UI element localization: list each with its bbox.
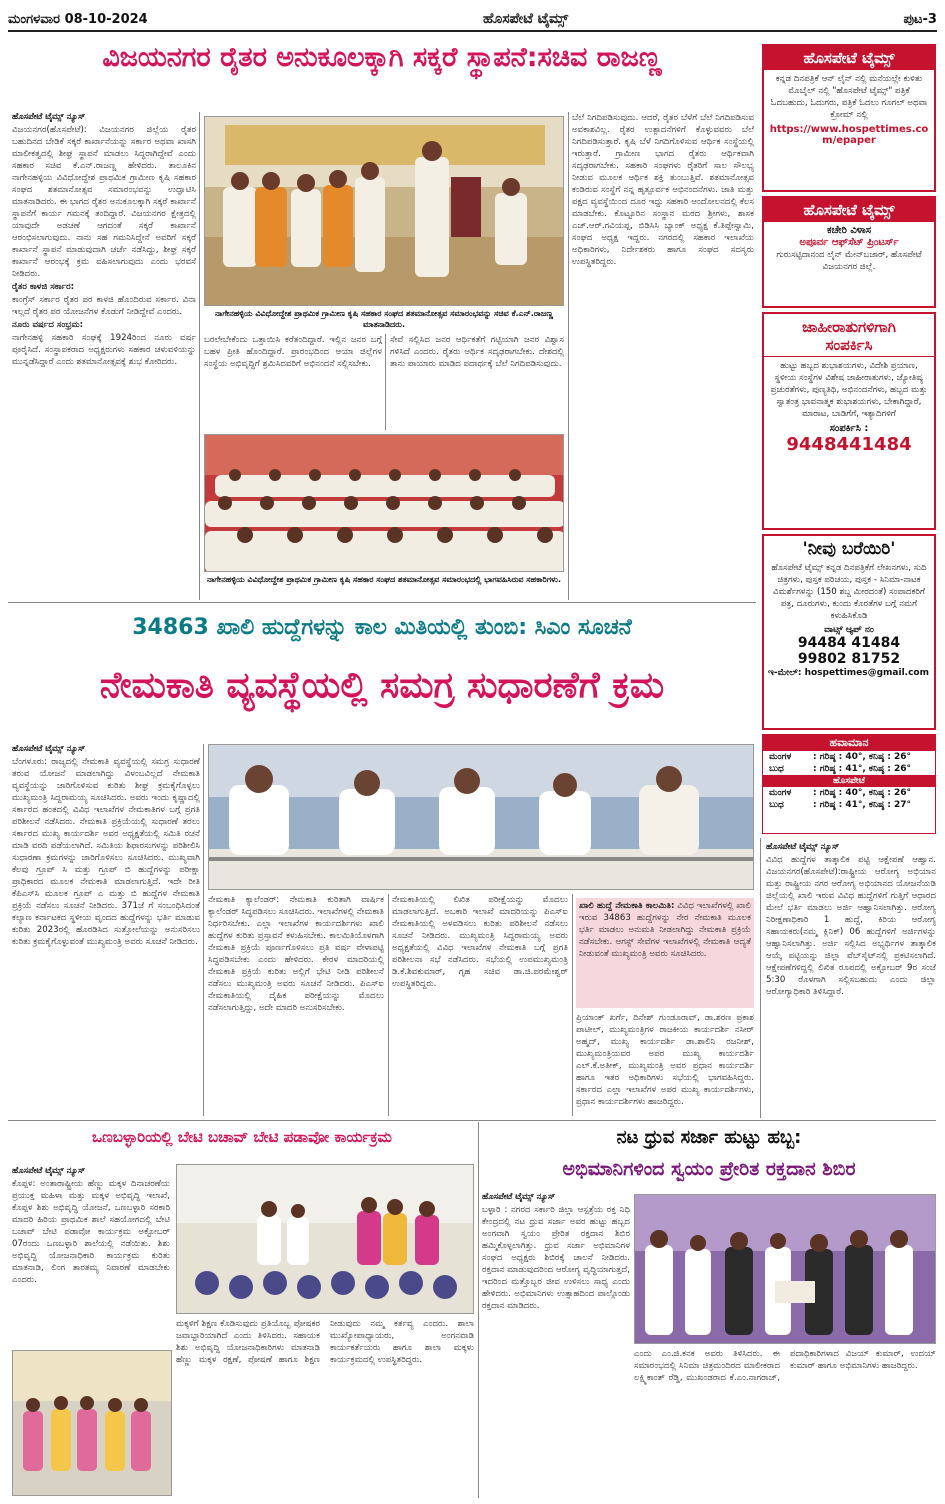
sidebar-weather-rows bbox=[763, 751, 935, 775]
story5-col1 bbox=[482, 1192, 630, 1496]
sidebar-write-phone-1[interactable]: 94484 41484 bbox=[797, 635, 901, 651]
story4-photo-group bbox=[12, 1350, 172, 1496]
story5-headline: ಅಭಿಮಾನಿಗಳಿಂದ ಸ್ವಯಂ ಪ್ರೇರಿತ ರಕ್ತದಾನ ಶಿಬಿರ bbox=[562, 1158, 856, 1180]
story3-text: ವಿವಿಧ ಹುದ್ದೆಗಳ ತಾತ್ಕಾಲಿಕ ಪಟ್ಟಿ ಆಕ್ಷೇಪಣೆ ಆಹ್ವಾನ. ವಿಜಯನಗರ(ಹೊಸಪೇಟೆ):ರಾಷ್ಟ್ರೀಯ ಆರೋಗ್ಯ ಅಭಿಯಾನ ಮತ್ತು ರಾಷ್ಟ್ರೀಯ ನಗರ ಆರೋಗ್ಯ ಅಭಿಯಾನದ ಯೋಜನೆಯಡಿ ಜಿಲ್ಲೆಯಲ್ಲಿ ಖಾಲಿ ಇರುವ ವಿವಿಧ ಹುದ್ದೆಗಳಿಗೆ ಗುತ್ತಿಗೆ ಆಧಾರದ ಮೇಲೆ ಭರ್ತಿ ಮಾಡಲು ಅರ್ಜಿ ಆಹ್ವಾನಿಸಲಾಗಿತ್ತು. ಆರೋಗ್ಯ ನಿರೀಕ್ಷಣಾಧಿಕಾರಿ 1 ಹುದ್ದೆ, ಕಿರಿಯ ಆರೋಗ್ಯ ಸಹಾಯಕರು(ನಮ್ಮ ಕ್ಲಿನಿಕ್) 06 ಹುದ್ದೆಗಳಿಗೆ ಅರ್ಜಿಗಳನ್ನು ಆಹ್ವಾನಿಸಲಾಗಿತ್ತು. ಅರ್ಜಿ ಸಲ್ಲಿಸಿದ ಅಭ್ಯರ್ಥಿಗಳ ತಾತ್ಕಾಲಿಕ ಆಯ್ಕೆ ಪಟ್ಟಿಯನ್ನು ಜಿಲ್ಲಾ ವೆಬ್‌ಸೈಟ್‌ನಲ್ಲಿ ಪ್ರಕಟಿಸಲಾಗಿದೆ. ಆಕ್ಷೇಪಣೆಗಳಿದ್ದಲ್ಲಿ ಲಿಖಿತ ರೂಪದಲ್ಲಿ ಅಕ್ಟೋಬರ್ 9ರ ಸಂಜೆ 5:30 ರೊಳಗಾಗಿ ಸಲ್ಲಿಸಬಹುದು ಎಂದು ಜಿಲ್ಲಾ ಆರೋಗ್ಯಾಧಿಕಾರಿ ತಿಳಿಸಿದ್ದಾರೆ. bbox=[766, 855, 936, 997]
sidebar-email-label: ಇ-ಮೇಲ್: bbox=[768, 668, 802, 678]
story5-col1-text: ಬಳ್ಳಾರಿ : ನಗರದ ಸರ್ಕಾರಿ ಜಿಲ್ಲಾ ಆಸ್ಪತ್ರೆಯ ರಕ್ತ ನಿಧಿ ಕೇಂದ್ರದಲ್ಲಿ ನಟ ಧ್ರುವ ಸರ್ಜಾ ಅವರ ಹುಟ್ಟು ಹಬ್ಬದ ಅಂಗವಾಗಿ ಸ್ವಯಂ ಪ್ರೇರಿತ ರಕ್ತದಾನ ಶಿಬಿರ ಹಮ್ಮಿಕೊಳ್ಳಲಾಗಿತ್ತು. ಧ್ರುವ ಸರ್ಜಾ ಅಭಿಮಾನಿಗಳ ಸಂಘದ ಅಧ್ಯಕ್ಷರು ಶಿಬಿರಕ್ಕೆ ಚಾಲನೆ ನೀಡಿದರು. ರಕ್ತದಾನ ಮಾಡುವುದರಿಂದ ಆರೋಗ್ಯ ವೃದ್ಧಿಯಾಗುತ್ತದೆ, ಇದರಿಂದ ಮತ್ತೊಬ್ಬರ ಜೀವ ಉಳಿಸಲು ಸಾಧ್ಯ ಎಂದು ಹೇಳಿದರು. ಅಭಿಮಾನಿಗಳು ಉತ್ಸಾಹದಿಂದ ಪಾಲ್ಗೊಂಡು ರಕ್ತದಾನ ಮಾಡಿದರು. bbox=[482, 1205, 630, 1311]
sidebar-weather-city: ಹೊಸಪೇಟೆ bbox=[763, 775, 935, 787]
sidebar-epaper-title: ಹೊಸಪೇಟೆ ಟೈಮ್ಸ್ bbox=[764, 46, 934, 70]
story5-col2: ಎಂದು ಎಂ.ಜಿ.ಕನಕ ಅವರು ತಿಳಿಸಿದರು. ಈ ಸಮಾರಂಭದಲ್ಲಿ ಸಿನಿಮಾ ಚಿತ್ರಮಂದಿರದ ಮಾಲೀಕರಾದ ಲಕ್ಷ್ಮಿಕಾಂತ್ ರೆಡ್ಡಿ, ಮುಖಂಡರಾದ ಕೆ.ಎಂ.ನಾಗರಾಜ್, ಪದಾಧಿಕಾರಿಗಳಾದ ವಿಜಯ್ ಕುಮಾರ್, ಉದಯ್ ಕುಮಾರ್ ಹಾಗೂ ಅಭಿಮಾನಿಗಳು ಹಾಜರಿದ್ದರು. bbox=[634, 1349, 936, 1383]
sidebar-email-address[interactable]: hospettimes@gmail.com bbox=[804, 668, 929, 678]
sidebar-office-text bbox=[764, 222, 934, 276]
story2-col1-text: ಬೆಂಗಳೂರು: ರಾಜ್ಯದಲ್ಲಿ ನೇಮಕಾತಿ ವ್ಯವಸ್ಥೆಯಲ್ಲಿ ಸಮಗ್ರ ಸುಧಾರಣೆ ತರುವ ಯೋಜನೆ ಮಾಡಲಾಗಿದ್ದು ವಿಳಂಬವಿಲ್ಲದೆ ನೇಮಕಾತಿ ವ್ಯವಸ್ಥೆಯನ್ನು ಜಾರಿಗೊಳಿಸುವ ಕುರಿತು ಶೀಘ್ರ ಕ್ರಮಕೈಗೊಳ್ಳಲು ಮುಖ್ಯಮಂತ್ರಿ ಸಿದ್ದರಾಮಯ್ಯ ಸೂಚಿಸಿದರು. ಅವರು ಇಂದು ಕೃಷ್ಣಾದಲ್ಲಿ ಸರ್ಕಾರದ ಹಂತದಲ್ಲಿ ವಿವಿಧ ಇಲಾಖೆಗಳ ನೇಮಕಾತಿಗಳ ಬಗ್ಗೆ ಪ್ರಗತಿ ಪರಿಶೀಲನೆ ನಡೆಸಿದರು. ನೇಮಕಾತಿ ಪ್ರಕ್ರಿಯೆಯಲ್ಲಿ ಸುಧಾರಣೆ ತರಲು ಸರ್ಕಾರದ ಮುಖ್ಯ ಕಾರ್ಯದರ್ಶಿ ಅವರ ಅಧ್ಯಕ್ಷತೆಯಲ್ಲಿ ಸಮಿತಿ ರಚನೆ ಮಾಡಿ ವರದಿ ಪಡೆಯಲಾಗಿದೆ. ಸಮಿತಿಯ ಶಿಫಾರಸುಗಳನ್ನು ಪರಿಶೀಲಿಸಿ ಸುಧಾರಣಾ ಕ್ರಮಗಳನ್ನು ಜಾರಿಗೊಳಿಸಲು ಸೂಚಿಸಿದರು. ಮುಖ್ಯವಾಗಿ ಕೆಲವು ಗ್ರೂಪ್ ಸಿ ಮತ್ತು ಗ್ರೂಪ್ ಬಿ ಹುದ್ದೆಗಳನ್ನು ಪರೀಕ್ಷಾ ಪ್ರಾಧಿಕಾರದ ಮೂಲಕ ನೇಮಕಾತಿ ಮಾಡಲಾಗುತ್ತಿದೆ. ಇದೇ ರೀತಿ ಕೆಪಿಎಸ್‌ಸಿ ಮೂಲಕ ಗ್ರೂಪ್ ಎ ಮತ್ತು ಬಿ ಹುದ್ದೆಗಳ ನೇಮಕಾತಿ ಪ್ರಕ್ರಿಯೆ ನಡೆಸಲು ಸೂಚನೆ ನೀಡಿದರು. 371ಜೆ ಗೆ ಸಂಬಂಧಿಸಿದಂತೆ ಕಲ್ಯಾಣ ಕರ್ನಾಟಕದ ಸ್ಥಳೀಯ ವೃಂದದ ಹುದ್ದೆಗಳನ್ನು ಭರ್ತಿ ಮಾಡುವ ಕುರಿತು 2023ರಲ್ಲಿ ಹೊರಡಿಸಿದ ಸುತ್ತೋಲೆಯನ್ನು ಅನುಸರಿಸಲು ಕುರಿತು ಕ್ರಮಕೈಗೊಳ್ಳುವಂತೆ ಮುಖ್ಯಮಂತ್ರಿ ಅವರು ಸೂಚನೆ ನೀಡಿದರು. bbox=[12, 757, 200, 947]
sidebar-email[interactable] bbox=[764, 667, 934, 679]
sidebar-epaper-link[interactable]: https://www.hospettimes.com/epaper bbox=[769, 124, 929, 146]
weather-temps: : ಗರಿಷ್ಠ : 41°, ಕನಿಷ್ಠ : 26° bbox=[813, 764, 911, 774]
story1-col3: ಸೇವೆ ಸಲ್ಲಿಸಿದ ಜನರ ಆರ್ಥಿಕತೆಗೆ ಗಟ್ಟಿಯಾಗಿ ಜನರ ವಿಶ್ವಾಸ ಗಳಿಸಿದೆ ಎಂದರು. ರೈತರು ಆರ್ಥಿಕ ಸದೃಢರಾಗಬೇಕು. ದೇಶದಲ್ಲಿ ತಾನು ಪಾಯಾರು ಮಾಡಿದ ಪದಾರ್ಥಕ್ಕೆ ಬೆಲೆ ನಿಗದಿಪಡಿಸುವುದು. bbox=[390, 335, 564, 369]
masthead-page-number: ಪುಟ-3 bbox=[903, 11, 937, 27]
weather-day: ಮಂಗಳ bbox=[769, 752, 792, 762]
sidebar-weather-rows-city bbox=[763, 787, 935, 811]
story2-highlight-text bbox=[576, 898, 754, 962]
story1-col4: ಬೆಲೆ ನಿಗದಿಪಡಿಸುವುದು. ಆದರೆ, ರೈತರ ಬೆಳೆಗೆ ಬೆಲೆ ನಿಗದಿಪಡಿಸುವ ಅವಕಾಶವಿಲ್ಲ. ರೈತರ ಉತ್ಪಾದನೆಗಳಿಗೆ ಕೊಳ್ಳುವವರು ಬೆಲೆ ನಿಗದಿಪಡಿಸುತ್ತಾರೆ. ಕೃಷಿ ಬೆಳೆ ನಿಗದಿಗೊಳಿಸುವ ಆರ್ಥಿಕ ಸಂಸ್ಥೆಯಲ್ಲಿ ಇರುತ್ತಾರೆ. ಗ್ರಾಮೀಣ ಭಾಗದ ರೈತರು ಆರ್ಥಿಕವಾಗಿ ಸದೃಢರಾಗಬೇಕು. ಸಹಕಾರಿ ಸಂಘಗಳು ರೈತರಿಗೆ ಸಾಲ ಸೌಲಭ್ಯ ನೀಡುವ ಮೂಲಕ ಆರ್ಥಿಕ ಶಕ್ತಿ ತುಂಬುತ್ತಿವೆ. ಶತಮಾನೋತ್ಸವ ಕಂಡಿರುವ ಸಂಸ್ಥೆಗೆ ನನ್ನ ಹೃತ್ಪೂರ್ವಕ ಅಭಿನಂದನೆಗಳು. ಜಾತಿ ಮತ್ತು ಪಕ್ಷದ ವ್ಯವಸ್ಥೆಯಿಂದ ದೂರ ಇದ್ದು ಸಹಕಾರಿ ಆಂದೋಲನದಲ್ಲಿ ಕೆಲಸ ಮಾಡಬೇಕು. ಕೊಟ್ಟೂರಿನ ಸಂಸ್ಥಾನ ಮಠದ ಶ್ರೀಗಳು, ಶಾಸಕ ಎಚ್.ಆರ್.ಗವಿಯಪ್ಪ, ಬಿಡಿಸಿಸಿ ಬ್ಯಾಂಕ್ ಅಧ್ಯಕ್ಷ ಕೆ.ತಿಪ್ಪೇಸ್ವಾಮಿ, ಸಂಘದ ಅಧ್ಯಕ್ಷ ಇದ್ದರು. ನಗರದಲ್ಲಿ ಸಹಕಾರ ಇಲಾಖೆಯ ಅಧಿಕಾರಿಗಳು, ನಿರ್ದೇಶಕರು ಹಾಗೂ ಸಂಘದ ಸದಸ್ಯರು ಉಪಸ್ಥಿತರಿದ್ದರು. bbox=[572, 113, 754, 267]
story1-subhead: ನೂರು ವರ್ಷದ ಸಂಭ್ರಮ: bbox=[12, 320, 84, 330]
story5-kicker: ನಟ ಧ್ರುವ ಸರ್ಜಾ ಹುಟ್ಟು ಹಬ್ಬ: bbox=[616, 1127, 802, 1148]
sidebar-ads-box bbox=[762, 312, 936, 530]
story2-col4: ಪ್ರಿಯಾಂಕ್ ಖರ್ಗೆ, ದಿನೇಶ್ ಗುಂಡೂರಾವ್, ಡಾ.ಶರಣ ಪ್ರಕಾಶ ಪಾಟೀಲ್, ಮುಖ್ಯಮಂತ್ರಿಗಳ ರಾಜಕೀಯ ಕಾರ್ಯದರ್ಶಿ ನಸೀರ್ ಅಹ್ಮದ್, ಮುಖ್ಯ ಕಾರ್ಯದರ್ಶಿ ಡಾ.ಶಾಲಿನಿ ರಜನೀಶ್, ಮುಖ್ಯಮಂತ್ರಿಯವರ ಅಪರ ಮುಖ್ಯ ಕಾರ್ಯದರ್ಶಿ ಎಲ್.ಕೆ.ಅತೀಕ್, ಮುಖ್ಯಮಂತ್ರಿ ಅವರ ಪ್ರಧಾನ ಕಾರ್ಯದರ್ಶಿ ಹಾಗೂ ಇತರ ಅಧಿಕಾರಿಗಳು ಸಭೆಯಲ್ಲಿ ಭಾಗವಹಿಸಿದ್ದರು. ಸರ್ಕಾರದ ಎಲ್ಲಾ ಇಲಾಖೆಗಳ ಅಪರ ಮುಖ್ಯ ಕಾರ್ಯದರ್ಶಿಗಳು, ಪ್ರಧಾನ ಕಾರ್ಯದರ್ಶಿಗಳು ಹಾಜರಿದ್ದರು. bbox=[576, 1013, 754, 1107]
weather-day: ಬುಧ bbox=[769, 764, 784, 774]
story4-photo-event bbox=[176, 1164, 474, 1314]
sidebar-write-box bbox=[762, 534, 936, 730]
sidebar-office-printer: ಅಪೂರ್ವ ಆಫ್‌ಸೆಟ್ ಪ್ರಿಂಟರ್ಸ್ bbox=[799, 237, 899, 248]
story4-col2: ಮಕ್ಕಳಿಗೆ ಶಿಕ್ಷಣ ಕೊಡಿಸುವುದು ಪ್ರತಿಯೊಬ್ಬ ಪೋಷಕರ ಜವಾಬ್ದಾರಿಯಾಗಿದೆ ಎಂದು ತಿಳಿಸಿದರು. ಸಹಾಯಕ ಶಿಶು ಅಭಿವೃದ್ಧಿ ಯೋಜನಾಧಿಕಾರಿಗಳು ಮಾತನಾಡಿ ಹೆಣ್ಣು ಮಕ್ಕಳ ರಕ್ಷಣೆ, ಪೋಷಣೆ ಹಾಗೂ ಶಿಕ್ಷಣ ನೀಡುವುದು ನಮ್ಮ ಕರ್ತವ್ಯ ಎಂದರು. ಶಾಲಾ ಮುಖ್ಯೋಪಾಧ್ಯಾಯರು, ಅಂಗನವಾಡಿ ಕಾರ್ಯಕರ್ತೆಯರು ಹಾಗೂ ಶಾಲಾ ಮಕ್ಕಳು ಕಾರ್ಯಕ್ರಮದಲ್ಲಿ ಉಪಸ್ಥಿತರಿದ್ದರು. bbox=[176, 1319, 474, 1365]
story1-photo-stage bbox=[204, 116, 564, 306]
masthead bbox=[8, 8, 937, 32]
sidebar-ads-contact-label: ಸಂಪರ್ಕಿಸಿ : bbox=[829, 423, 869, 434]
story4-col1 bbox=[12, 1166, 170, 1346]
story2-byline: ಹೊಸಪೇಟೆ ಟೈಮ್ಸ್ ನ್ಯೂಸ್ bbox=[12, 744, 86, 754]
story1-byline: ಹೊಸಪೇಟೆ ಟೈಮ್ಸ್ ನ್ಯೂಸ್ bbox=[12, 112, 86, 122]
story1-col1-text bbox=[12, 124, 196, 368]
sidebar-epaper-box bbox=[762, 44, 936, 192]
story3-byline: ಹೊಸಪೇಟೆ ಟೈಮ್ಸ್ ನ್ಯೂಸ್ bbox=[766, 842, 840, 852]
sidebar-write-title: 'ನೀವು ಬರೆಯಿರಿ' bbox=[802, 539, 896, 559]
sidebar-office-title: ಹೊಸಪೇಟೆ ಟೈಮ್ಸ್ bbox=[764, 198, 934, 222]
sidebar-ads-subtitle: ಸಂಪರ್ಕಿಸಿ bbox=[764, 336, 934, 357]
sidebar-office-address: ಗುರುಸಟ್ಟಿದಾನಂದ ಲೈನ್ ಮೇನ್‌ಬಜಾರ್, ಹೊಸಪೇಟೆ ವಿಜಯನಗರ ಜಿಲ್ಲೆ. bbox=[776, 250, 922, 272]
story1-paragraph: ನಾಗೇನಹಳ್ಳಿ ಸಹಕಾರಿ ಸಂಘಕ್ಕೆ 1924ರಿಂದ ನೂರು ವರ್ಷ ಪೂರೈಸಿದೆ. ಸಂಸ್ಥಾಪಕರಾದ ಅಧ್ಯಕ್ಷರುಗಳು ಸಹಕಾರ ಚಳುವಳಿಯನ್ನು ಮುನ್ನಡೆಸಿದ್ದಾರೆ ಎಂದು ಶತಮಾನೋತ್ಸವಕ್ಕೆ ಶುಭ ಕೋರಿದರು. bbox=[12, 333, 196, 367]
masthead-paper-name: ಹೊಸಪೇಟೆ ಟೈಮ್ಸ್ bbox=[483, 11, 569, 27]
masthead-date: ಮಂಗಳವಾರ 08-10-2024 bbox=[8, 11, 148, 27]
story2-col1 bbox=[12, 744, 200, 1118]
story2-photo-meeting bbox=[208, 744, 754, 890]
sidebar-ads-text: ಹುಟ್ಟು ಹಬ್ಬದ ಶುಭಾಶಯಗಳು, ವಿದೇಶಿ ಪ್ರಯಾಣ, ಸ್ಥಳೀಯ ಸಂಸ್ಥೆಗಳ ವಿಶೇಷ ಜಾಹೀರಾತುಗಳು, ಜ್ಯೋತಿಷ್ಯ ಪ್ರಚುರತೆಗಳು, ಪುಣ್ಯತಿಥಿ, ಅಭಿನಂದನೆಗಳು, ಹಬ್ಬದ ಮತ್ತು ಸ್ವಾತಂತ್ರ ಭಾವನಾತ್ಮಕ ಶುಭಾಶಯಗಳು, ಬೇಕಾಗಿದ್ದಾರೆ, ಮಾರಾಟ, ಬಾಡಿಗೆಗೆ, ಇತ್ಯಾದಿಗಳಿಗೆ bbox=[770, 361, 928, 419]
story1-photo-stage-caption: ನಾಗೇನಹಳ್ಳಿಯ ವಿವಿಧೋದ್ದೇಶ ಪ್ರಾಥಮಿಕ ಗ್ರಾಮೀಣ ಕೃಷಿ ಸಹಕಾರ ಸಂಘದ ಶತಮಾನೋತ್ಸವ ಸಮಾರಂಭವನ್ನು ಸಚಿವ ಕೆ.ಎನ್.ರಾಜಣ್ಣ ಮಾತನಾಡಿದರು. bbox=[214, 309, 554, 329]
story3-recruitment bbox=[766, 842, 936, 1116]
weather-row bbox=[763, 799, 935, 811]
weather-day: ಮಂಗಳ bbox=[769, 788, 792, 798]
story2-kicker: 34863 ಖಾಲಿ ಹುದ್ದೆಗಳನ್ನು ಕಾಲ ಮಿತಿಯಲ್ಲಿ ತುಂಬಿ: ಸಿಎಂ ಸೂಚನೆ bbox=[132, 615, 632, 640]
story1-subhead: ರೈತರ ಕಾಳಜಿ ಸರ್ಕಾರ: bbox=[12, 282, 75, 292]
story4-byline: ಹೊಸಪೇಟೆ ಟೈಮ್ಸ್ ನ್ಯೂಸ್ bbox=[12, 1166, 86, 1176]
sidebar-ads-title: ಜಾಹೀರಾತುಗಳಿಗಾಗಿ bbox=[802, 318, 896, 336]
sidebar-weather-title: ಹವಾಮಾನ bbox=[763, 735, 935, 751]
sidebar-write-contact-label: ವಾಟ್ಸ್ ಆ್ಯಪ್ ನಂ bbox=[824, 625, 874, 635]
story1-col2: ಬರಲೇಬೇಕೆಂದು ಒತ್ತಾಯಿಸಿ ಕರೆತಂದಿದ್ದಾರೆ. ಇಲ್ಲಿನ ಜನರ ಬಗ್ಗೆ ಬಹಳ ಪ್ರೀತಿ ಹೊಂದಿದ್ದಾರೆ. ಪ್ರಾರಂಭದಿಂದ ಆಯಾ ಜಿಲ್ಲೆಗಳ ಸಂಸ್ಥೆಯ ಅಭಿವೃದ್ಧಿಗೆ ಶ್ರಮಿಸಿದವರಿಗೆ ಅಭಿನಂದನೆ ಸಲ್ಲಿಸಬೇಕು. bbox=[204, 335, 382, 369]
sidebar-write-phone-2[interactable]: 99802 81752 bbox=[797, 651, 901, 667]
story1-photo-audience-caption: ನಾಗೇನಹಳ್ಳಿಯ ವಿವಿಧೋದ್ದೇಶ ಪ್ರಾಥಮಿಕ ಗ್ರಾಮೀಣ ಕೃಷಿ ಸಹಕಾರ ಸಂಘದ ಶತಮಾನೋತ್ಸವ ಸಮಾರಂಭದಲ್ಲಿ ಭಾಗವಹಿಸಿರುವ ಸಹಕಾರಿಗಳು. bbox=[207, 575, 561, 584]
story2-highlight-heading: ಖಾಲಿ ಹುದ್ದೆ ನೇಮಕಾತಿ ಕಾಲಮಿತಿ: bbox=[579, 901, 675, 911]
story2-col2: ನೇಮಕಾತಿ ಕ್ಯಾಲೆಂಡರ್: ನೇಮಕಾತಿ ಕುರಿತಾಗಿ ವಾರ್ಷಿಕ ಕ್ಯಾಲೆಂಡರ್ ಸಿದ್ಧಪಡಿಸಲು ಸೂಚಿಸಿದರು. ಇಲಾಖೆಗಳಲ್ಲಿ ನೇಮಕಾತಿ ನಿರ್ಧರಿಸಬೇಕು. ಎಲ್ಲಾ ಇಲಾಖೆಗಳ ಕಾರ್ಯದರ್ಶಿಗಳು ಖಾಲಿ ಹುದ್ದೆಗಳ ಕುರಿತು ಪ್ರಸ್ತಾವನೆ ಕಳುಹಿಸಬೇಕು. ಕಾಲಮಿತಿಯೊಳಗಾಗಿ ನೇಮಕಾತಿ ಪ್ರಕ್ರಿಯೆ ಪೂರ್ಣಗೊಳಿಸಲು ಪ್ರತಿ ವರ್ಷ ವೇಳಾಪಟ್ಟಿ ಸಿದ್ಧಪಡಿಸಬೇಕು ಎಂದು ಹೇಳಿದರು. ಕೇರಳ ಮಾದರಿಯಲ್ಲಿ ನೇಮಕಾತಿ ಪ್ರಕ್ರಿಯೆ ಕುರಿತು ಅಲ್ಲಿಗೆ ಭೇಟಿ ನೀಡಿ ಪರಿಶೀಲನೆ ನಡೆಸಲು ಮುಖ್ಯಮಂತ್ರಿ ಅವರು ಸೂಚನೆ ನೀಡಿದರು. ಪಿಎಸ್‌ಐ ನೇಮಕಾತಿಯಲ್ಲಿ ದೈಹಿಕ ಪರೀಕ್ಷೆಯನ್ನು ಮೊದಲು ನಡೆಸಲಾಗುತ್ತಿದ್ದು, ಅದೇ ಮಾದರಿ ಅನುಸರಿಸಬೇಕು. bbox=[208, 895, 384, 1013]
story2-col3: ನೇಮಕಾತಿಯಲ್ಲಿ ಲಿಖಿತ ಪರೀಕ್ಷೆಯನ್ನು ಮೊದಲು ಮಾಡಲಾಗುತ್ತಿದೆ. ಅಬಕಾರಿ ಇಲಾಖೆ ಮಾದರಿಯನ್ನು ಪಿಎಸ್‌ಐ ನೇಮಕಾತಿಯಲ್ಲಿ ಅಳವಡಿಸಲು ಕುರಿತು ಪರಿಶೀಲನೆ ನಡೆಸಲು ಸೂಚನೆ ನೀಡಿದರು. ಮುಖ್ಯಮಂತ್ರಿ ಸಿದ್ದರಾಮಯ್ಯ ಅವರು ಅಧ್ಯಕ್ಷತೆಯಲ್ಲಿ ವಿವಿಧ ಇಲಾಖೆಗಳ ನೇಮಕಾತಿ ಬಗ್ಗೆ ಪ್ರಗತಿ ಪರಿಶೀಲನಾ ಸಭೆ ನಡೆಸಿದರು. ಸಭೆಯಲ್ಲಿ ಉಪಮುಖ್ಯಮಂತ್ರಿ ಡಿ.ಕೆ.ಶಿವಕುಮಾರ್, ಗೃಹ ಸಚಿವ ಡಾ.ಜಿ.ಪರಮೇಶ್ವರ್ ಉಪಸ್ಥಿತರಿದ್ದರು. bbox=[392, 895, 568, 989]
weather-row bbox=[763, 751, 935, 763]
weather-day: ಬುಧ bbox=[769, 800, 784, 810]
story1-paragraph: ವಿಜಯನಗರ(ಹೊಸಪೇಟೆ): ವಿಜಯನಗರ ಜಿಲ್ಲೆಯ ರೈತರ ಬಹುದಿನದ ಬೇಡಿಕೆ ಸಕ್ಕರೆ ಕಾರ್ಖಾನೆಯನ್ನು ಸರ್ಕಾರ ಅಥವಾ ಖಾಸಗಿ ಮಾಲೀಕತ್ವದಲ್ಲಿ ಶೀಘ್ರ ಸ್ಥಾಪನೆ ಮಾಡಲು ಸಿದ್ಧರಾಗಿದ್ದೇವೆ ಎಂದು ಸಹಕಾರ ಸಚಿವ ಕೆ.ಎನ್.ರಾಜಣ್ಣ ಹೇಳಿದರು. ತಾಲೂಕಿನ ನಾಗೇನಹಳ್ಳಿಯ ವಿವಿಧೋದ್ದೇಶ ಪ್ರಾಥಮಿಕ ಗ್ರಾಮೀಣ ಕೃಷಿ ಸಹಕಾರ ಸಂಘದ ಶತಮಾನೋತ್ಸವ ಸಮಾರಂಭವನ್ನು ಉದ್ಘಾಟಿಸಿ ಮಾತನಾಡಿದರು. ಈ ಭಾಗದ ರೈತರ ಅನುಕೂಲಕ್ಕಾಗಿ ಸಕ್ಕರೆ ಕಾರ್ಖಾನೆ ಸ್ಥಾಪನೆಗೆ ಕಾರ್ಯ ಗಮನಕ್ಕೆ ತಂದಿದ್ದಾರೆ. ವಿಜಯನಗರ ಕ್ಷೇತ್ರದಲ್ಲಿ ಯಾವುದೇ ಅಡಚಣೆ ಆಗದಂತೆ ಸಕ್ಕರೆ ಕಾರ್ಖಾನೆ ಆರಂಭಿಸಲಾಗುವುದು. ನಾನು ಸಹ ಗಮನಿಸಿದ್ದೇನೆ ಅವರಿಗೆ ಸಕ್ಕರೆ ಕಾರ್ಖಾನೆ ಸ್ಥಾಪನೆ ಮಾಡುವುದಾಗಿ ಚರ್ಚೆ ನಡೆಸಿದ್ದು, ಶೀಘ್ರ ಸಕ್ಕರೆ ಕಾರ್ಖಾನೆ ಆರಂಭಕ್ಕೆ ಕ್ರಮ ವಹಿಸಲಾಗುವುದು ಎಂದು ಭರವಸೆ ನೀಡಿದರು. bbox=[12, 125, 196, 279]
sidebar-office-label: ಕಚೇರಿ ವಿಳಾಸ bbox=[826, 225, 872, 236]
sidebar-office-box bbox=[762, 196, 936, 308]
weather-temps: : ಗರಿಷ್ಠ : 41°, ಕನಿಷ್ಠ : 27° bbox=[813, 800, 911, 810]
sidebar-write-text: ಹೊಸಪೇಟೆ ಟೈಮ್ಸ್ ಕನ್ನಡ ದಿನಪತ್ರಿಕೆಗೆ ಲೇಖನಗಳು, ಸುದಿ ಚಿತ್ರಗಳು, ಪುಸ್ತಕ ಪರಿಚಯ, ಪುಸ್ತಕ - ಸಿನಿಮಾ-ನಾಟಕ ವಿಮರ್ಶೆಗಳನ್ನು (150 ಶಬ್ದ ಮೀರದಂತೆ) ಸಂಪಾದಕರಿಗೆ ಪತ್ರ, ದೂರುಗಳು, ಕುಂದು ಕೊರತೆಗಳ ಬಗ್ಗೆ ನಮಗೆ ಕಳುಹಿಸಿಕೊಡಿ bbox=[771, 563, 927, 621]
weather-row bbox=[763, 763, 935, 775]
story2-highlight-body: ವಿವಿಧ ಇಲಾಖೆಗಳಲ್ಲಿ ಖಾಲಿ ಇರುವ 34863 ಹುದ್ದೆಗಳನ್ನು ನೇರ ನೇಮಕಾತಿ ಮೂಲಕ ಭರ್ತಿ ಮಾಡಲು ಅನುಮತಿ ನೀಡಲಾಗಿದ್ದು ನೇಮಕಾತಿ ಪ್ರಕ್ರಿಯೆ ನಡೆಸಬೇಕು. ಆಗಸ್ಟ್ ಸೇವೆಗಳ ಇಲಾಖೆಗಳಲ್ಲಿ ನೇಮಕಾತಿ ಆದ್ಯತೆ ನೀಡುವಂತೆ ಮುಖ್ಯಮಂತ್ರಿ ಅವರು ಸೂಚಿಸಿದರು. bbox=[579, 901, 752, 959]
story5-photo-blood-donation bbox=[634, 1194, 936, 1344]
story4-col1-text: ಕೊಪ್ಪಳ: ಅಂತಾರಾಷ್ಟ್ರೀಯ ಹೆಣ್ಣು ಮಕ್ಕಳ ದಿನಾಚರಣೆಯ ಪ್ರಯುಕ್ತ ಮಹಿಳಾ ಮತ್ತು ಮಕ್ಕಳ ಅಭಿವೃದ್ಧಿ ಇಲಾಖೆ, ಕೊಪ್ಪಳ ಶಿಶು ಅಭಿವೃದ್ಧಿ ಯೋಜನೆ, ಒಣಬಳ್ಳಾರಿ ಸರಕಾರಿ ಮಾದರಿ ಹಿರಿಯ ಪ್ರಾಥಮಿಕ ಶಾಲೆ ಸಹಯೋಗದಲ್ಲಿ ಬೇಟಿ ಬಚಾವ್ ಬೇಟಿ ಪಡಾವೋ ಕಾರ್ಯಕ್ರಮ ಅಕ್ಟೋಬರ್ 07ರಂದು ಒಣಬಳ್ಳಾರಿ ಶಾಲೆಯಲ್ಲಿ ನಡೆಯಿತು. ಶಿಶು ಅಭಿವೃದ್ಧಿ ಯೋಜನಾಧಿಕಾರಿ ಕಾರ್ಯಕ್ರಮ ಕುರಿತು ಮಾತನಾಡಿ, ಲಿಂಗ ತಾರತಮ್ಯ ನಿವಾರಣೆ ಮಾಡಬೇಕು ಎಂದರು. bbox=[12, 1179, 170, 1285]
weather-temps: : ಗರಿಷ್ಠ : 40°, ಕನಿಷ್ಠ : 26° bbox=[813, 788, 911, 798]
weather-temps: : ಗರಿಷ್ಠ : 40°, ಕನಿಷ್ಠ : 26° bbox=[813, 752, 911, 762]
story5-byline: ಹೊಸಪೇಟೆ ಟೈಮ್ಸ್ ನ್ಯೂಸ್ bbox=[482, 1192, 556, 1202]
story4-headline: ಒಣಬಳ್ಳಾರಿಯಲ್ಲಿ ಬೇಟಿ ಬಚಾವ್ ಬೇಟಿ ಪಡಾವೋ ಕಾರ್ಯಕ್ರಮ bbox=[92, 1128, 392, 1146]
story2-highlight-box bbox=[576, 898, 754, 1008]
sidebar-ads-phone[interactable]: 9448441484 bbox=[786, 434, 912, 455]
story1-paragraph: ಕಾಂಗ್ರೆಸ್ ಸರ್ಕಾರ ರೈತರ ಪರ ಕಾಳಜಿ ಹೊಂದಿರುವ ಸರ್ಕಾರ. ವಿನಾ ಇಲ್ಲದೆ ರೈತರ ಪರ ಯೋಜನೆಗಳ ಕೊಡುಗೆ ನೀಡಿದ್ದೇವೆ ಎಂದರು. bbox=[12, 295, 196, 317]
story2-headline: ನೇಮಕಾತಿ ವ್ಯವಸ್ಥೆಯಲ್ಲಿ ಸಮಗ್ರ ಸುಧಾರಣೆಗೆ ಕ್ರಮ bbox=[99, 665, 665, 706]
sidebar-weather-box bbox=[762, 734, 936, 834]
story1-headline: ವಿಜಯನಗರ ರೈತರ ಅನುಕೂಲಕ್ಕಾಗಿ ಸಕ್ಕರೆ ಸ್ಥಾಪನೆ:ಸಚಿವ ರಾಜಣ್ಣ bbox=[102, 42, 662, 73]
weather-row bbox=[763, 787, 935, 799]
story1-photo-audience bbox=[204, 434, 564, 572]
story1-col1 bbox=[12, 112, 196, 582]
sidebar-epaper-text: ಕನ್ನಡ ದಿನಪತ್ರಿಕೆ ಆನ್ ಲೈನ್ ನಲ್ಲಿ ಮನೆಯಲ್ಲೇ ಕುಳಿತು ಮೊಬೈಲ್ ನಲ್ಲಿ "ಹೊಸಪೇಟೆ ಟೈಮ್ಸ್" ಪತ್ರಿಕೆ ಓದಬಹುದು, ಓದುಗರು, ಪತ್ರಿಕೆ ಓದಲು ಗೂಗಲ್ ಅಥವಾ ಕ್ರೋಮ್ ನಲ್ಲಿ bbox=[770, 74, 928, 120]
